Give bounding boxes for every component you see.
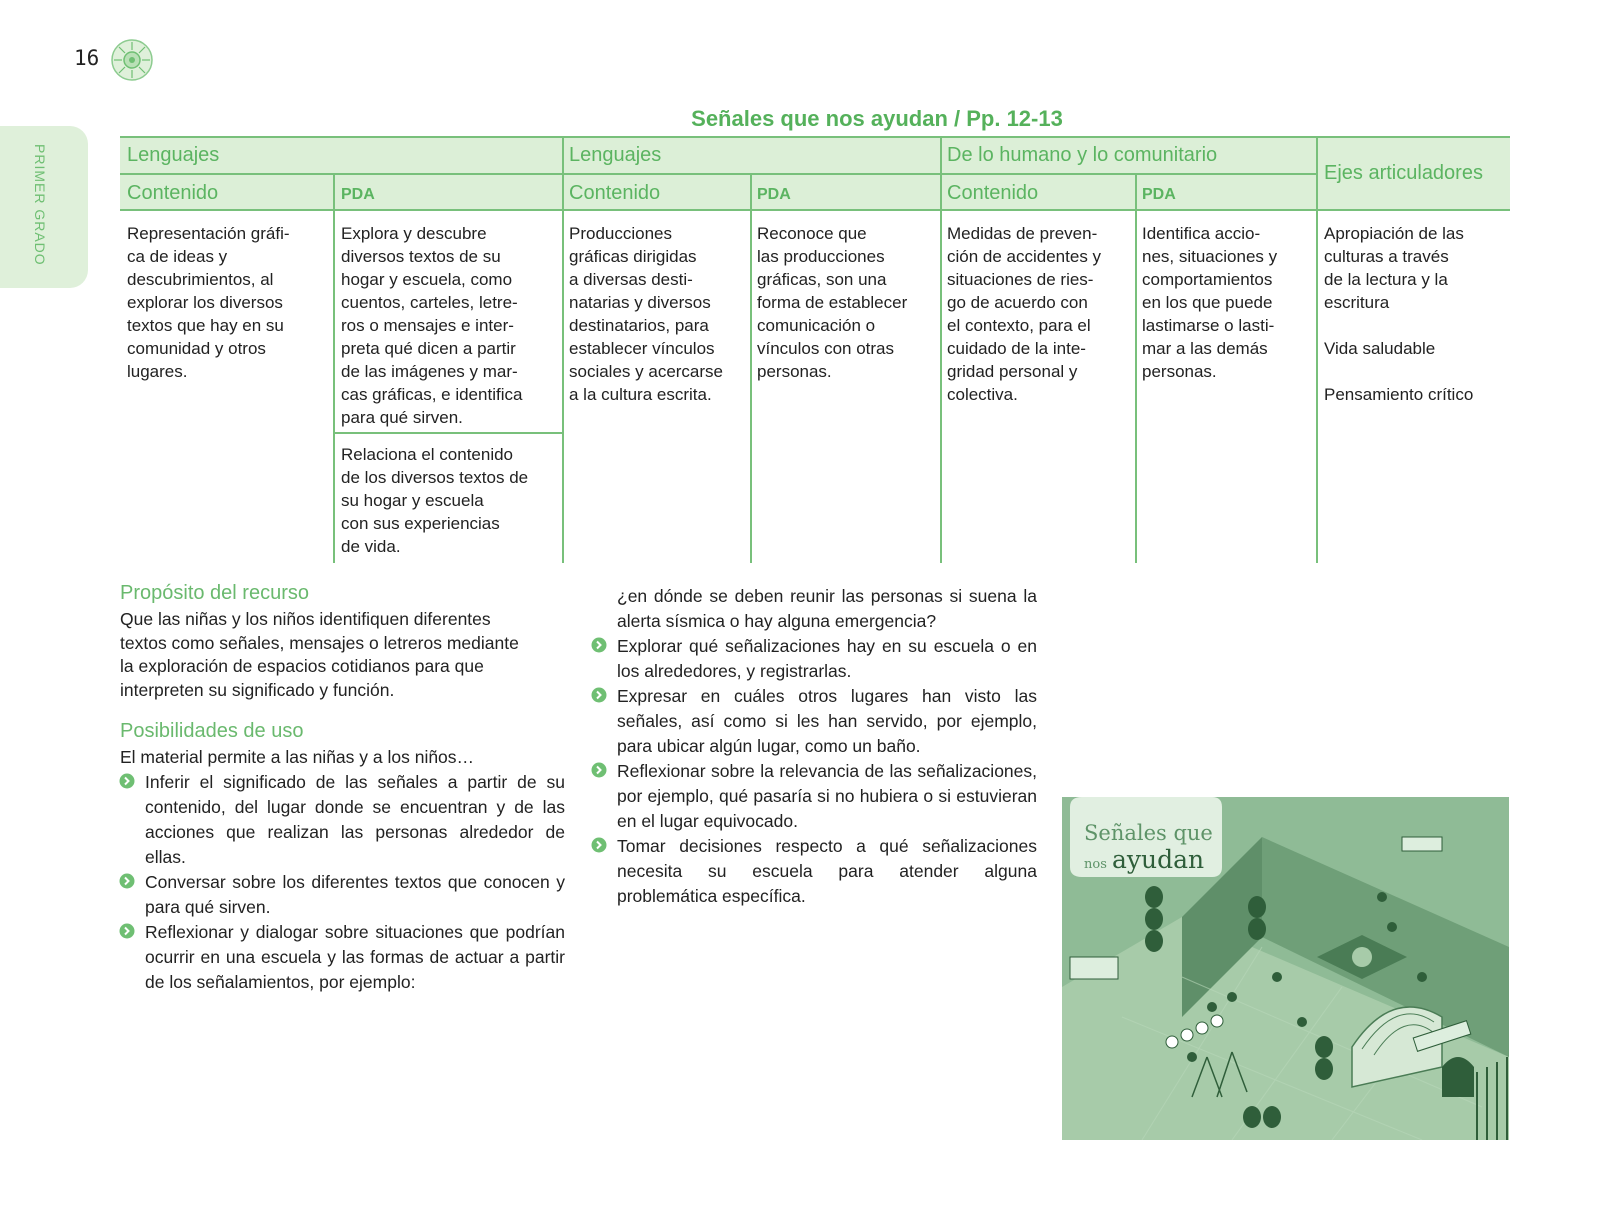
text-line: explorar los diversos <box>127 293 283 312</box>
table-cell-pda-3 <box>1142 222 1314 383</box>
text-line: situaciones de ries- <box>947 270 1094 289</box>
subheader-contenido-3: Contenido <box>947 182 1039 204</box>
purpose-text <box>120 608 565 702</box>
text-line: forma de establecer <box>757 293 908 312</box>
table-cell-pda-2 <box>757 222 939 383</box>
table-cell-contenido-3 <box>947 222 1133 406</box>
chevron-right-icon <box>591 687 607 703</box>
list-item: Expresar en cuáles otros lugares han visto las señales, así como si les han servido, por ejemplo, para ubicar algún lugar, como un baño. <box>617 684 1037 759</box>
text-line: Que las niñas y los niños identifiquen diferentes <box>120 609 491 629</box>
list-item: Explorar qué señalizaciones hay en su escuela o en los alrededores, y registrarlas. <box>617 634 1037 684</box>
text-line: de los diversos textos de <box>341 468 529 487</box>
text-line: ros o mensajes e inter- <box>341 316 514 335</box>
subheader-pda-3: PDA <box>1142 186 1176 203</box>
text-line: natarias y diversos <box>569 293 711 312</box>
text-line: comunidad y otros <box>127 339 266 358</box>
cover-title-small: nos <box>1084 857 1107 872</box>
text-line: diversos textos de su <box>341 247 501 266</box>
text-line: destinatarios, para <box>569 316 709 335</box>
text-line: hogar y escuela, como <box>341 270 513 289</box>
subheader-contenido-2: Contenido <box>569 182 661 204</box>
grade-side-tab <box>0 126 88 288</box>
text-line: Producciones <box>569 224 673 243</box>
text-line: cas gráficas, e identifica <box>341 385 523 404</box>
text-line: a la cultura escrita. <box>569 385 712 404</box>
chevron-right-icon <box>119 923 135 939</box>
text-line: gráficas dirigidas <box>569 247 697 266</box>
group-header-ejes-articuladores: Ejes articuladores <box>1324 162 1483 184</box>
text-line: establecer vínculos <box>569 339 715 358</box>
text-line <box>1324 314 1508 337</box>
text-line: Medidas de preven- <box>947 224 1098 243</box>
text-line: gráficas, son una <box>757 270 887 289</box>
book-cover-illustration <box>1062 797 1509 1140</box>
text-line: Explora y descubre <box>341 224 487 243</box>
group-header-lenguajes-2: Lenguajes <box>569 144 662 166</box>
text-line: interpreten su significado y función. <box>120 679 395 700</box>
text-line: personas. <box>757 362 832 381</box>
text-line: descubrimientos, al <box>127 270 274 289</box>
table-cell-contenido-1 <box>127 222 331 383</box>
text-line: ca de ideas y <box>127 247 228 266</box>
uses-heading: Posibilidades de uso <box>120 720 304 742</box>
text-line: el contexto, para el <box>947 316 1091 335</box>
chevron-right-icon <box>591 637 607 653</box>
text-line: mar a las demás <box>1142 339 1268 358</box>
text-line: Vida saludable <box>1324 339 1436 358</box>
text-line: con sus experiencias <box>341 514 500 533</box>
text-line: Identifica accio- <box>1142 224 1261 243</box>
text-line: las producciones <box>757 247 885 266</box>
purpose-heading: Propósito del recurso <box>120 582 309 604</box>
subheader-pda-2: PDA <box>757 186 791 203</box>
text-line: nes, situaciones y <box>1142 247 1278 266</box>
table-title: Señales que nos ayudan / Pp. 12-13 <box>691 106 1063 131</box>
text-line: su hogar y escuela <box>341 491 484 510</box>
subheader-pda-1: PDA <box>341 186 375 203</box>
text-line: de las imágenes y mar- <box>341 362 518 381</box>
side-tab-label: PRIMER GRADO <box>32 144 48 266</box>
uses-intro: El material permite a las niñas y a los niños… <box>120 747 475 767</box>
chevron-right-icon <box>119 773 135 789</box>
text-line: ción de accidentes y <box>947 247 1102 266</box>
text-line: culturas a través <box>1324 247 1449 266</box>
text-line: escritura <box>1324 293 1390 312</box>
cover-title-big: ayudan <box>1111 845 1205 874</box>
text-line: personas. <box>1142 362 1217 381</box>
text-line: para qué sirven. <box>341 408 463 427</box>
text-line: a diversas desti- <box>569 270 693 289</box>
text-line: sociales y acercarse <box>569 362 724 381</box>
table-cell-ejes <box>1324 222 1508 406</box>
text-line: vínculos con otras <box>757 339 895 358</box>
text-line: preta qué dicen a partir <box>341 339 516 358</box>
table-cell-pda-1a <box>341 222 561 429</box>
curriculum-table <box>120 136 1510 563</box>
text-line: comportamientos <box>1142 270 1273 289</box>
group-header-lenguajes-1: Lenguajes <box>127 144 220 166</box>
sun-emblem-icon <box>110 38 154 82</box>
table-cell-pda-1b <box>341 443 561 558</box>
text-line: Apropiación de las <box>1324 224 1464 243</box>
text-line <box>1324 360 1508 383</box>
page-number: 16 <box>74 46 100 70</box>
text-line: lugares. <box>127 362 188 381</box>
text-line: Reconoce que <box>757 224 867 243</box>
text-line: de vida. <box>341 537 401 556</box>
text-line: Representación gráfi- <box>127 224 290 243</box>
chevron-right-icon <box>119 873 135 889</box>
text-line: colectiva. <box>947 385 1018 404</box>
text-line: cuidado de la inte- <box>947 339 1086 358</box>
list-item: Reflexionar y dialogar sobre situaciones que podrían ocurrir en una escuela y las formas de actuar a partir de los señalamientos, por ejemplo: <box>145 920 565 995</box>
chevron-right-icon <box>591 837 607 853</box>
list-item: Reflexionar sobre la relevancia de las señalizaciones, por ejemplo, qué pasaría si no hubiera o si estuvieran en el lugar equivocado. <box>617 759 1037 834</box>
list-item: Conversar sobre los diferentes textos que conocen y para qué sirven. <box>145 870 565 920</box>
chevron-right-icon <box>591 762 607 778</box>
text-line: gridad personal y <box>947 362 1078 381</box>
cover-title-line1: Señales que <box>1084 821 1213 845</box>
text-line: Relaciona el contenido <box>341 445 514 464</box>
subheader-contenido-1: Contenido <box>127 182 219 204</box>
list-item: Tomar decisiones respecto a qué señalizaciones necesita su escuela para atender alguna problemática específica. <box>617 834 1037 909</box>
table-cell-contenido-2 <box>569 222 749 406</box>
group-header-humano-comunitario: De lo humano y lo comunitario <box>947 144 1218 166</box>
text-line: textos que hay en su <box>127 316 284 335</box>
text-line: en los que puede <box>1142 293 1273 312</box>
list-item-continuation: ¿en dónde se deben reunir las personas si suena la alerta sísmica o hay alguna emergencia? <box>617 586 1037 631</box>
list-item: Inferir el significado de las señales a partir de su contenido, del lugar donde se encuentran y de las acciones que realizan las personas alrededor de ellas. <box>145 770 565 870</box>
text-line: comunicación o <box>757 316 876 335</box>
text-line: go de acuerdo con <box>947 293 1088 312</box>
text-line: textos como señales, mensajes o letreros mediante <box>120 632 519 653</box>
text-line: de la lectura y la <box>1324 270 1448 289</box>
cover-title <box>1084 821 1213 874</box>
text-line: cuentos, carteles, letre- <box>341 293 518 312</box>
text-line: lastimarse o lasti- <box>1142 316 1275 335</box>
text-line: la exploración de espacios cotidianos para que <box>120 656 484 676</box>
text-line: Pensamiento crítico <box>1324 385 1474 404</box>
